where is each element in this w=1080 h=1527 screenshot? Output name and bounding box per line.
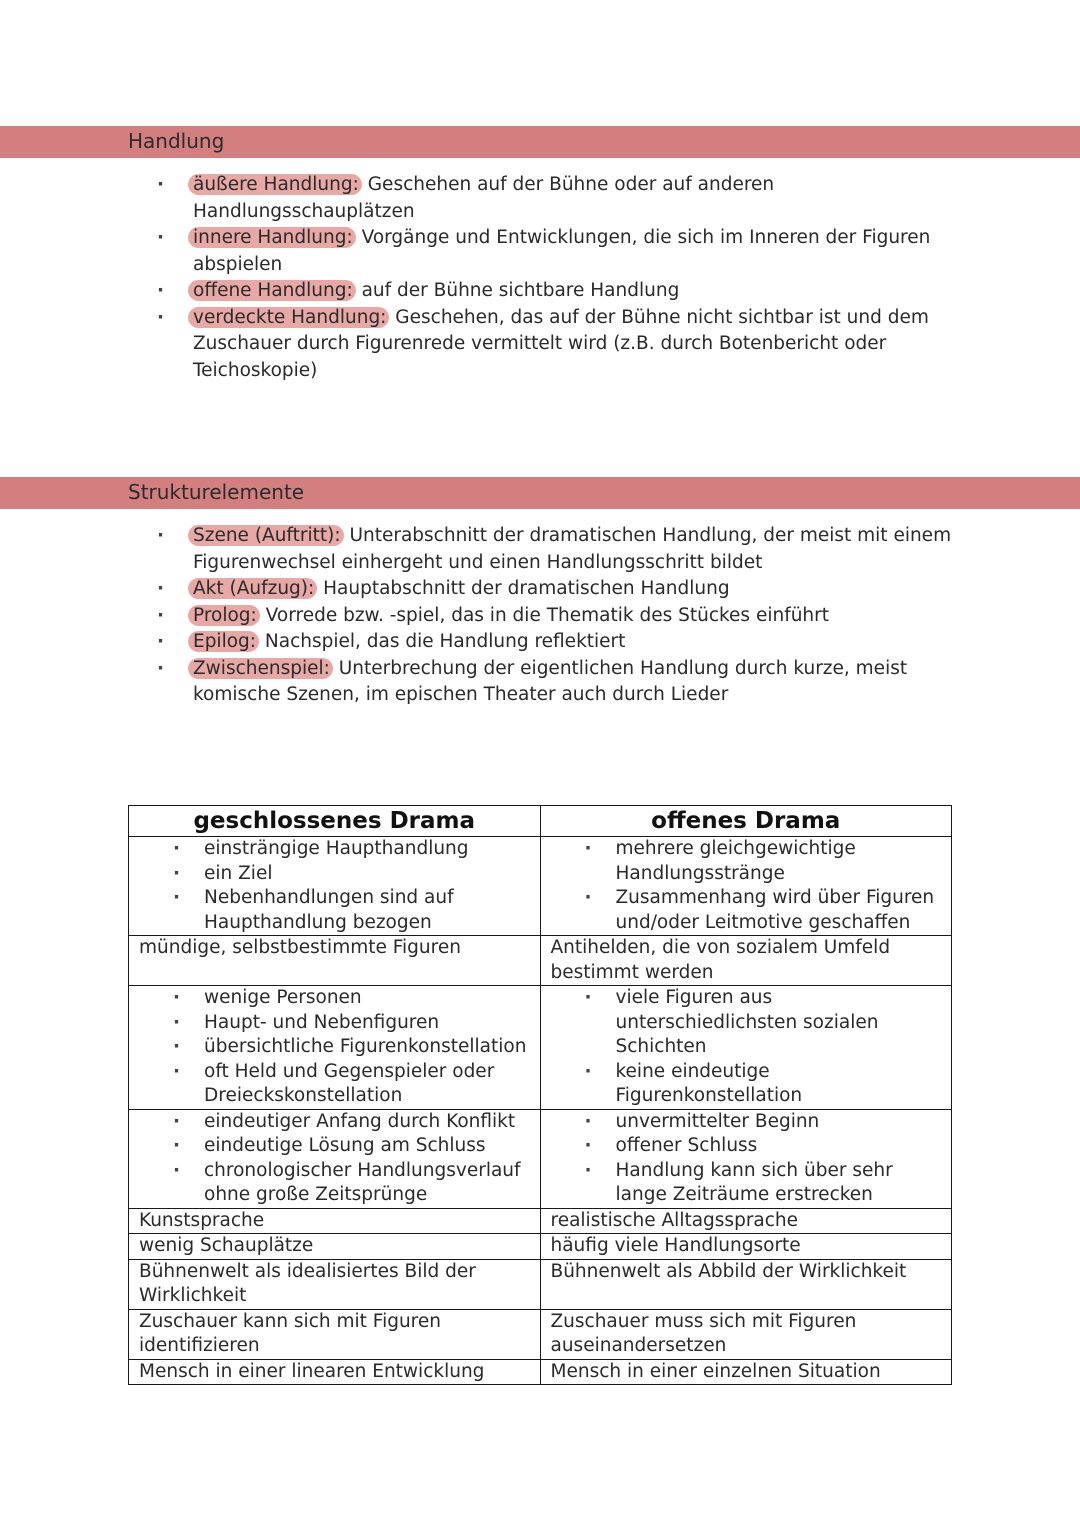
cell-text: Mensch in einer einzelnen Situation xyxy=(550,1360,881,1382)
term-definition: Unterabschnitt der dramatischen Handlung, der meist mit einem Figurenwechsel einhergeht und einen Handlungsschritt bildet xyxy=(193,525,952,573)
table-cell-right xyxy=(540,1208,952,1234)
term-definition: Hauptabschnitt der dramatischen Handlung xyxy=(317,578,730,599)
section-title: Strukturelemente xyxy=(128,480,305,504)
cell-bullet-item: · chronologischer Handlungsverlauf ohne große Zeitsprünge xyxy=(204,1159,530,1208)
cell-bullet-list xyxy=(139,837,530,935)
section-header-handlung xyxy=(0,126,1080,158)
table-row xyxy=(129,1208,952,1234)
cell-text: Antihelden, die von sozialem Umfeld bestimmt werden xyxy=(550,937,891,983)
table-row xyxy=(129,936,952,986)
cell-bullet-item: · mehrere gleichgewichtige Handlungsstränge xyxy=(616,837,942,886)
term-highlight: innere Handlung: xyxy=(188,227,356,248)
table-row xyxy=(129,1359,952,1385)
table-cell-right xyxy=(540,1259,952,1309)
cell-text: Zuschauer kann sich mit Figuren identifizieren xyxy=(139,1310,441,1356)
table-cell-left xyxy=(129,1208,541,1234)
table-cell-left xyxy=(129,837,541,936)
cell-bullet-list xyxy=(551,1110,942,1208)
cell-bullet-list xyxy=(139,986,530,1109)
list-item xyxy=(155,523,955,576)
list-item xyxy=(155,576,955,603)
header-geschlossenes-drama: geschlossenes Drama xyxy=(129,806,541,837)
comparison-table xyxy=(128,805,952,1385)
table-row xyxy=(129,1234,952,1260)
table-row xyxy=(129,986,952,1110)
table-cell-right xyxy=(540,837,952,936)
header-offenes-drama: offenes Drama xyxy=(540,806,952,837)
table-cell-left xyxy=(129,1234,541,1260)
term-highlight: Akt (Aufzug): xyxy=(188,578,317,599)
table-row xyxy=(129,1109,952,1208)
cell-bullet-list xyxy=(551,986,942,1109)
term-definition: Unterbrechung der eigentlichen Handlung durch kurze, meist komische Szenen, im epischen Theater auch durch Lieder xyxy=(193,657,908,705)
cell-bullet-item: · Haupt- und Nebenfiguren xyxy=(204,1011,530,1036)
cell-bullet-list xyxy=(551,837,942,935)
cell-bullet-item: · eindeutige Lösung am Schluss xyxy=(204,1134,530,1159)
table-cell-right xyxy=(540,986,952,1110)
table-cell-left xyxy=(129,1309,541,1359)
handlung-list xyxy=(155,172,955,384)
term-highlight: Prolog: xyxy=(188,605,260,626)
cell-bullet-item: · eindeutiger Anfang durch Konflikt xyxy=(204,1110,530,1135)
cell-text: realistische Alltagssprache xyxy=(550,1209,799,1231)
table-row xyxy=(129,837,952,936)
cell-bullet-list xyxy=(139,1110,530,1208)
cell-bullet-item: · einsträngige Haupthandlung xyxy=(204,837,530,862)
list-item xyxy=(155,603,955,630)
table-cell-left xyxy=(129,1259,541,1309)
term-definition: Geschehen auf der Bühne oder auf anderen Handlungsschauplätzen xyxy=(193,174,775,222)
cell-bullet-item: · Zusammenhang wird über Figuren und/oder Leitmotive geschaffen xyxy=(616,886,942,935)
term-highlight: Szene (Auftritt): xyxy=(188,525,344,546)
table-cell-left xyxy=(129,936,541,986)
table-cell-right xyxy=(540,1309,952,1359)
cell-bullet-item: · keine eindeutige Figurenkonstellation xyxy=(616,1060,942,1109)
cell-text: mündige, selbstbestimmte Figuren xyxy=(139,937,461,958)
table-cell-right xyxy=(540,936,952,986)
cell-bullet-item: · wenige Personen xyxy=(204,986,530,1011)
strukturelemente-list xyxy=(155,523,955,709)
table-row xyxy=(129,1309,952,1359)
term-highlight: Epilog: xyxy=(188,631,259,652)
term-highlight: Zwischenspiel: xyxy=(188,658,333,679)
cell-bullet-item: · viele Figuren aus unterschiedlichsten sozialen Schichten xyxy=(616,986,942,1060)
cell-text: wenig Schauplätze xyxy=(139,1235,314,1256)
list-item xyxy=(155,172,955,225)
cell-text: Zuschauer muss sich mit Figuren auseinandersetzen xyxy=(550,1310,857,1356)
cell-text: Kunstsprache xyxy=(139,1209,265,1231)
table-body xyxy=(129,837,952,1385)
cell-bullet-item: · übersichtliche Figurenkonstellation xyxy=(204,1035,530,1060)
term-definition: auf der Bühne sichtbare Handlung xyxy=(355,280,680,301)
cell-text: Bühnenwelt als Abbild der Wirklichkeit xyxy=(550,1260,907,1282)
table-cell-right xyxy=(540,1234,952,1260)
table-cell-left xyxy=(129,1109,541,1208)
list-item xyxy=(155,305,955,385)
section-title: Handlung xyxy=(128,129,225,153)
term-highlight: verdeckte Handlung: xyxy=(188,307,389,328)
cell-bullet-item: · ein Ziel xyxy=(204,862,530,887)
cell-bullet-item: · unvermittelter Beginn xyxy=(616,1110,942,1135)
table-cell-left xyxy=(129,986,541,1110)
list-item xyxy=(155,629,955,656)
cell-bullet-item: · oft Held und Gegenspieler oder Dreieckskonstellation xyxy=(204,1060,530,1109)
term-definition: Vorrede bzw. -spiel, das in die Thematik des Stückes einführt xyxy=(259,604,830,626)
term-definition: Nachspiel, das die Handlung reflektiert xyxy=(259,631,626,652)
term-definition: Geschehen, das auf der Bühne nicht sichtbar ist und dem Zuschauer durch Figurenrede vermittelt wird (z.B. durch Botenbericht oder Teichoskopie) xyxy=(193,306,929,381)
list-item xyxy=(155,225,955,278)
term-definition: Vorgänge und Entwicklungen, die sich im Inneren der Figuren abspielen xyxy=(193,227,931,275)
term-highlight: äußere Handlung: xyxy=(188,174,362,195)
table-cell-left xyxy=(129,1359,541,1385)
cell-text: Bühnenwelt als idealisiertes Bild der Wirklichkeit xyxy=(139,1260,476,1306)
table-cell-right xyxy=(540,1359,952,1385)
cell-bullet-item: · offener Schluss xyxy=(616,1134,942,1159)
cell-bullet-item: · Handlung kann sich über sehr lange Zeiträume erstrecken xyxy=(616,1159,942,1208)
table-cell-right xyxy=(540,1109,952,1208)
cell-text: Mensch in einer linearen Entwicklung xyxy=(139,1360,485,1382)
table-header-row xyxy=(129,806,952,837)
cell-text: häufig viele Handlungsorte xyxy=(550,1235,801,1256)
list-item xyxy=(155,278,955,305)
list-item xyxy=(155,656,955,709)
cell-bullet-item: · Nebenhandlungen sind auf Haupthandlung bezogen xyxy=(204,886,530,935)
table-row xyxy=(129,1259,952,1309)
term-highlight: offene Handlung: xyxy=(188,280,356,301)
section-header-strukturelemente xyxy=(0,477,1080,509)
